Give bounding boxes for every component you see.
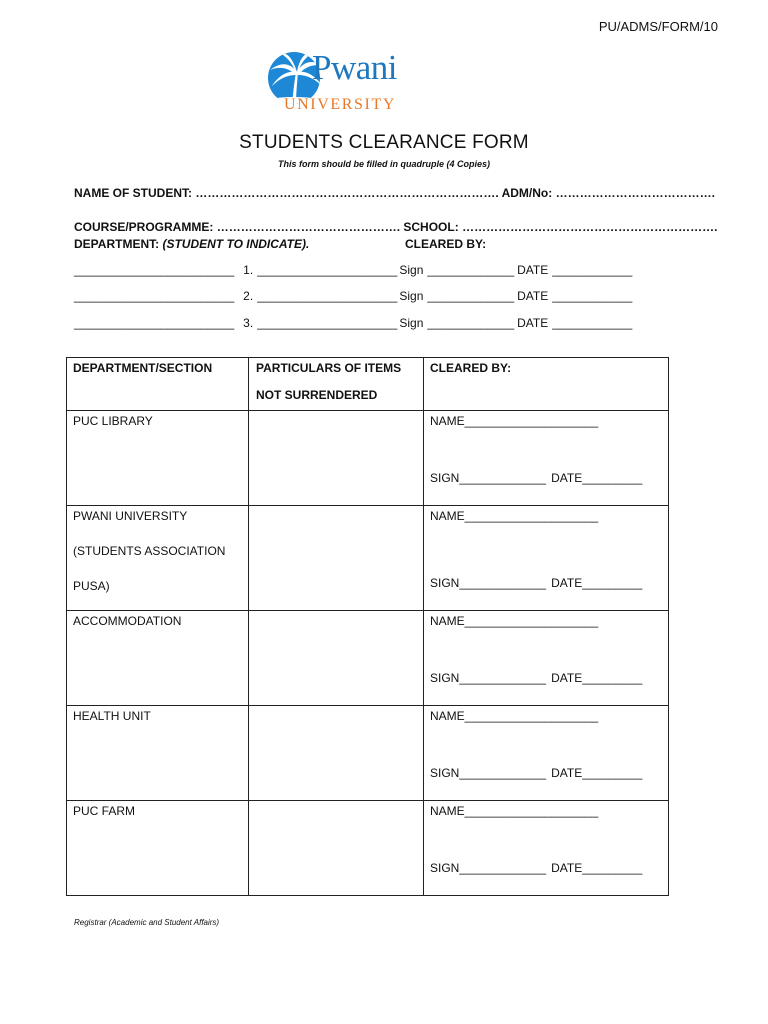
table-row [67,801,669,896]
cleared-by-cell [424,506,669,611]
date-blank[interactable]: DATE_________ [551,671,643,685]
clearance-table [66,357,669,896]
sign-date-line [430,576,642,590]
header-department-label: DEPARTMENT/SECTION [73,361,213,375]
department-name: ACCOMMODATION [73,614,182,628]
department-cell [67,801,249,896]
particulars-cell[interactable] [249,706,424,801]
table-row [67,506,669,611]
sign-label: Sign [399,263,424,277]
cleared-by-name-blank[interactable]: _____________________ [257,289,398,303]
department-name: PUC FARM [73,804,136,818]
clearance-row [74,289,632,303]
department-note: (STUDENT TO INDICATE). [162,237,310,251]
name-blank[interactable]: NAME____________________ [430,709,599,723]
university-logo [266,48,414,120]
name-blank[interactable]: NAME____________________ [430,414,599,428]
date-label: DATE [517,289,549,303]
department-blank[interactable]: ________________________ [74,316,235,330]
sign-blank[interactable]: SIGN_____________ [430,671,547,685]
student-name-line [74,186,715,200]
department-line [74,237,309,251]
date-blank[interactable]: ____________ [552,289,633,303]
department-cell [67,706,249,801]
particulars-cell[interactable] [249,411,424,506]
adm-no-label: ADM/No: [501,186,553,200]
course-line [74,220,717,234]
department-cell [67,506,249,611]
clearance-number: 2. [243,289,254,303]
date-blank[interactable]: ____________ [552,263,633,277]
department-blank[interactable]: ________________________ [74,289,235,303]
clearance-row [74,263,632,277]
student-name-label: NAME OF STUDENT: [74,186,192,200]
header-particulars [249,358,424,411]
department-cell [67,411,249,506]
course-field[interactable]: ………………………………………. [216,220,401,234]
footer-registrar: Registrar (Academic and Student Affairs) [74,918,220,927]
date-blank[interactable]: DATE_________ [551,471,643,485]
adm-no-field[interactable]: …………………………………. [555,186,715,200]
department-name: (STUDENTS ASSOCIATION [73,544,226,558]
sign-date-line [430,766,642,780]
sign-date-line [430,861,642,875]
school-label: SCHOOL: [403,220,459,234]
table-row [67,706,669,801]
date-blank[interactable]: DATE_________ [551,766,643,780]
department-blank[interactable]: ________________________ [74,263,235,277]
name-blank[interactable]: NAME____________________ [430,509,599,523]
particulars-cell[interactable] [249,611,424,706]
name-blank[interactable]: NAME____________________ [430,804,599,818]
student-name-field[interactable]: …………………………………………………………………. [195,186,499,200]
logo-subtext: UNIVERSITY [284,96,396,113]
sign-label: Sign [399,316,424,330]
header-cleared-by-label: CLEARED BY: [430,361,512,375]
cleared-by-cell [424,411,669,506]
cleared-by-cell [424,706,669,801]
course-label: COURSE/PROGRAMME: [74,220,214,234]
particulars-cell[interactable] [249,801,424,896]
department-name: PUSA) [73,579,110,593]
cleared-by-name-blank[interactable]: _____________________ [257,316,398,330]
date-blank[interactable]: DATE_________ [551,861,643,875]
sign-label: Sign [399,289,424,303]
document-reference: PU/ADMS/FORM/10 [598,19,718,34]
header-particulars-line2: NOT SURRENDERED [256,388,378,402]
date-label: DATE [517,263,549,277]
department-label: DEPARTMENT: [74,237,160,251]
sign-blank[interactable]: SIGN_____________ [430,766,547,780]
cleared-by-name-blank[interactable]: _____________________ [257,263,398,277]
header-department [67,358,249,411]
sign-blank[interactable]: _____________ [427,316,515,330]
table-header-row [67,358,669,411]
sign-date-line [430,671,642,685]
school-field[interactable]: ………………………………………………………. [462,220,718,234]
date-blank[interactable]: DATE_________ [551,576,643,590]
date-label: DATE [517,316,549,330]
clearance-number: 1. [243,263,254,277]
table-row [67,611,669,706]
sign-blank[interactable]: SIGN_____________ [430,576,547,590]
cleared-by-cell [424,611,669,706]
page-subtitle: This form should be filled in quadruple (4 Copies) [277,159,490,169]
date-blank[interactable]: ____________ [552,316,633,330]
table-row [67,411,669,506]
cleared-by-label: CLEARED BY: [405,237,487,251]
cleared-by-cell [424,801,669,896]
sign-date-line [430,471,642,485]
header-particulars-line1: PARTICULARS OF ITEMS [256,361,402,375]
sign-blank[interactable]: SIGN_____________ [430,861,547,875]
department-name: HEALTH UNIT [73,709,151,723]
sign-blank[interactable]: _____________ [427,289,515,303]
department-cell [67,611,249,706]
department-name: PUC LIBRARY [73,414,153,428]
sign-blank[interactable]: _____________ [427,263,515,277]
page-title: STUDENTS CLEARANCE FORM [239,132,529,153]
clearance-row [74,316,632,330]
header-cleared-by [424,358,669,411]
clearance-number: 3. [243,316,254,330]
sign-blank[interactable]: SIGN_____________ [430,471,547,485]
department-name: PWANI UNIVERSITY [73,509,188,523]
name-blank[interactable]: NAME____________________ [430,614,599,628]
particulars-cell[interactable] [249,506,424,611]
logo-wordmark: Pwani [312,48,397,87]
